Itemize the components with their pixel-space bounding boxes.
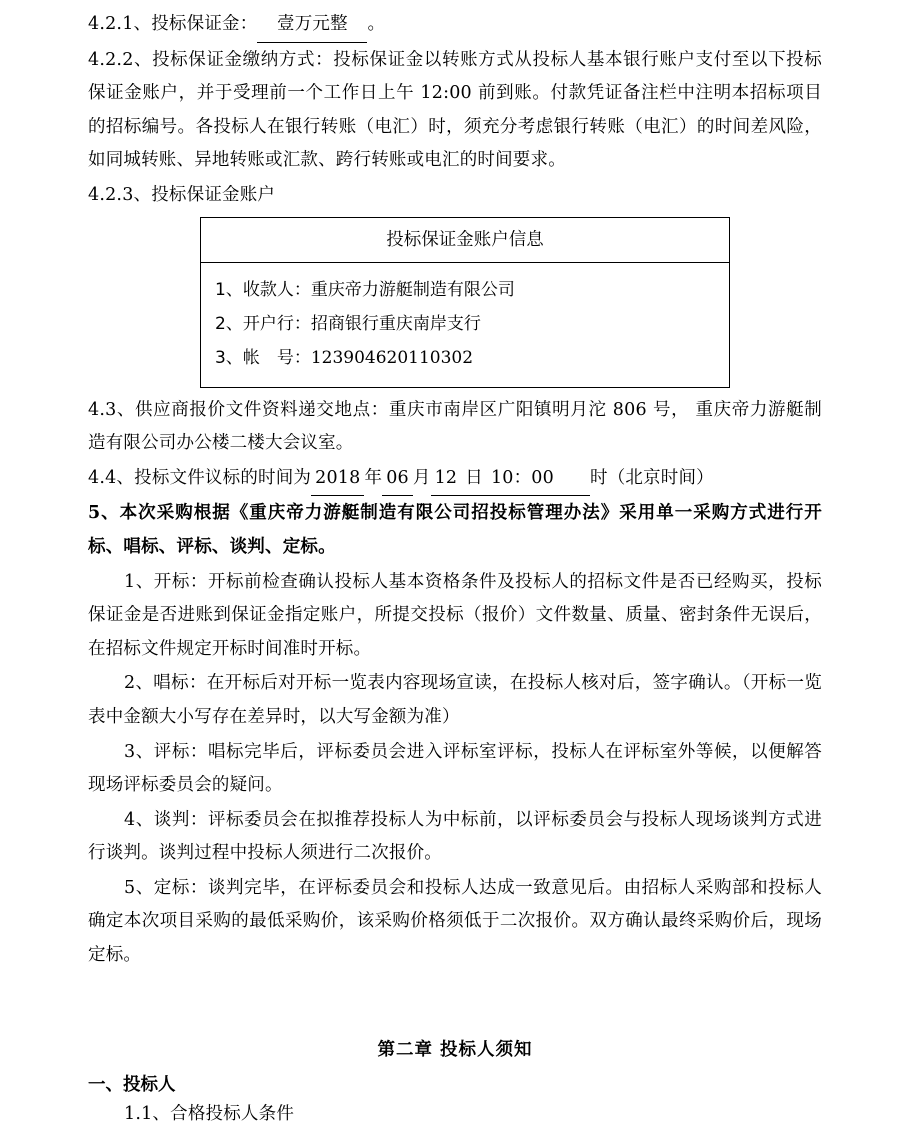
paragraph-1-1: 1.1、合格投标人条件 bbox=[124, 1103, 295, 1124]
paragraph-4-4 bbox=[88, 462, 822, 497]
table-row bbox=[201, 262, 730, 387]
account-table-title: 投标保证金账户信息 bbox=[201, 217, 730, 262]
paragraph-4-2-2: 4.2.2、投标保证金缴纳方式：投标保证金以转账方式从投标人基本银行账户支付至以下投标保证金账户，并于受理前一个工作日上午 12:00 前到账。付款凭证备注栏中注明本招标项目的招标编号。各投标人在银行转账（电汇）时，须充分考虑银行转账（电汇）的时间差风险，如同城转账、异地转账或汇款、跨行转账或电汇的时间要求。 bbox=[88, 49, 822, 171]
paragraph-4-2-1-prefix: 4.2.1、投标保证金： bbox=[88, 14, 258, 34]
bid-time-unit: 时 bbox=[589, 467, 608, 488]
paragraph-4-3: 4.3、供应商报价文件资料递交地点：重庆市南岸区广阳镇明月沱 806 号， 重庆帝力游艇制造有限公司办公楼二楼大会议室。 bbox=[88, 399, 822, 454]
account-row-value: 招商银行重庆南岸支行 bbox=[310, 313, 481, 334]
account-row-index: 1、 bbox=[215, 279, 243, 300]
account-row-label: 收款人： bbox=[242, 279, 311, 300]
bid-time-year: 2018 bbox=[311, 462, 364, 497]
paragraph-4-2-3: 4.2.3、投标保证金账户 bbox=[88, 184, 276, 205]
bid-time-day-unit: 日 bbox=[461, 462, 487, 497]
bid-bond-account-table bbox=[200, 217, 730, 388]
list-item bbox=[215, 341, 715, 375]
paragraph-4-2-1 bbox=[88, 8, 822, 43]
account-row-index: 3、 bbox=[215, 347, 243, 368]
paragraph-5: 5、本次采购根据《重庆帝力游艇制造有限公司招投标管理办法》采用单一采购方式进行开标、唱标、评标、谈判、定标。 bbox=[88, 503, 822, 557]
bid-bond-amount-blank: 壹万元整 bbox=[257, 8, 367, 43]
paragraph-step-4: 4、谈判：评标委员会在拟推荐投标人为中标前，以评标委员会与投标人现场谈判方式进行谈判。谈判过程中投标人须进行二次报价。 bbox=[88, 809, 822, 864]
account-row-index: 2、 bbox=[215, 313, 243, 334]
bid-time-month: 06 bbox=[382, 462, 413, 497]
paragraph-step-3: 3、评标：唱标完毕后，评标委员会进入评标室评标，投标人在评标室外等候，以便解答现场评标委员会的疑问。 bbox=[88, 741, 822, 796]
bid-time-suffix: （北京时间） bbox=[607, 467, 714, 488]
page-title: 第二章 投标人须知 bbox=[377, 1039, 533, 1060]
bid-time-prefix: 4.4、投标文件议标的时间为 bbox=[88, 467, 312, 488]
paragraph-step-2: 2、唱标：在开标后对开标一览表内容现场宣读，在投标人核对后，签字确认。（开标一览表中金额大小写存在差异时，以大写金额为准） bbox=[88, 673, 822, 727]
account-table-body bbox=[201, 262, 730, 387]
account-table-wrapper bbox=[88, 217, 822, 388]
bid-time-day: 12 bbox=[431, 462, 462, 497]
account-row-value: 123904620110302 bbox=[310, 347, 474, 368]
paragraph-step-5: 5、定标：谈判完毕，在评标委员会和投标人达成一致意见后。由招标人采购部和投标人确定本次项目采购的最低采购价，该采购价格须低于二次报价。双方确认最终采购价后，现场定标。 bbox=[88, 877, 822, 966]
section-heading-bidder: 一、投标人 bbox=[88, 1074, 176, 1095]
paragraph-step-1: 1、开标：开标前检查确认投标人基本资格条件及投标人的招标文件是否已经购买，投标保证金是否进账到保证金指定账户，所提交投标（报价）文件数量、质量、密封条件无误后，在招标文件规定开标时间准时开标。 bbox=[88, 571, 822, 659]
list-item bbox=[215, 273, 715, 307]
bid-time-month-unit: 月 bbox=[412, 467, 431, 488]
section-gap bbox=[88, 974, 822, 1008]
bid-time-clock: 10：00 bbox=[487, 462, 558, 497]
table-row-title bbox=[201, 217, 730, 262]
account-row-label: 帐 号： bbox=[242, 347, 311, 368]
account-row-label: 开户行： bbox=[242, 313, 311, 334]
paragraph-4-2-1-suffix: 。 bbox=[367, 14, 386, 34]
bid-time-year-unit: 年 bbox=[364, 467, 383, 488]
list-item bbox=[215, 307, 715, 341]
account-row-value: 重庆帝力游艇制造有限公司 bbox=[310, 279, 515, 300]
